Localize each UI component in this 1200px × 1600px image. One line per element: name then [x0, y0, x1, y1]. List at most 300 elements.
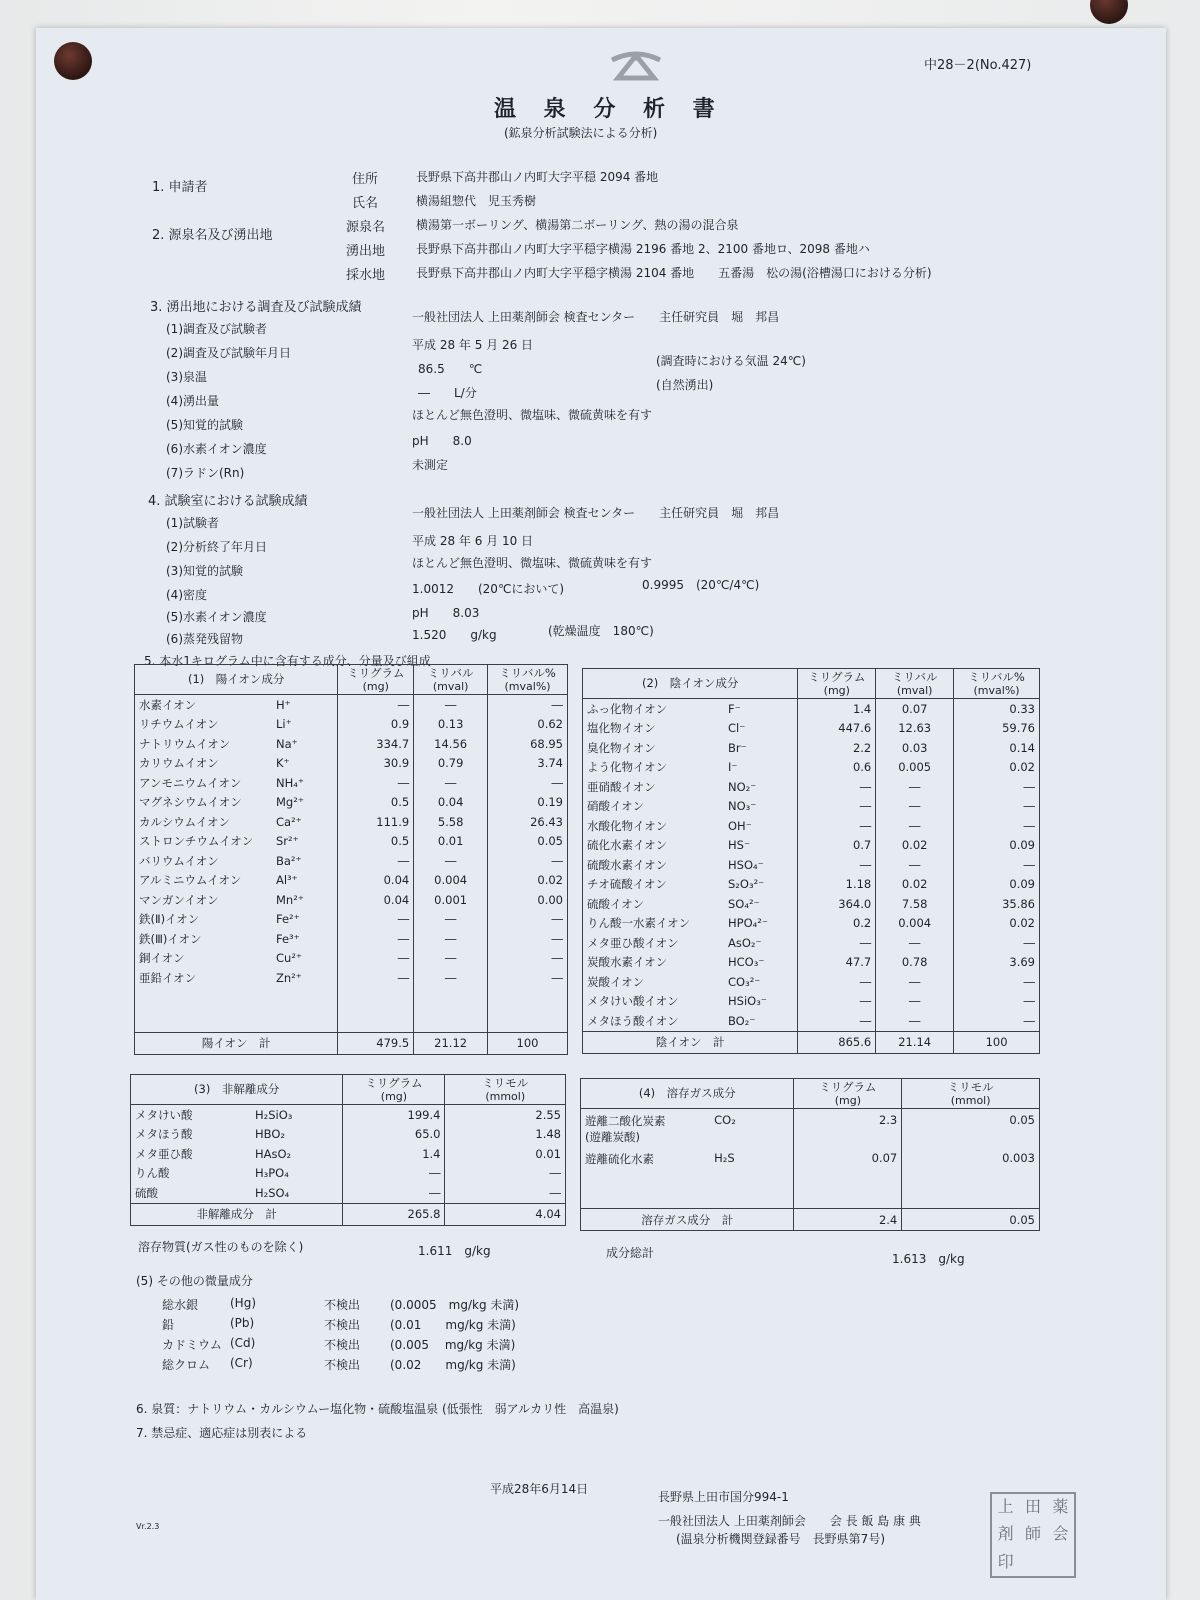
mg-value: 47.7 [798, 953, 876, 973]
ion-name: りん酸一水素イオン [583, 914, 725, 934]
gas-row-formula: H₂S [710, 1151, 794, 1209]
ion-formula: Fe³⁺ [272, 929, 338, 949]
ion-name: アルミニウムイオン [135, 871, 273, 891]
ion-name: 硝酸イオン [583, 797, 725, 817]
nondiss-total-mg: 265.8 [343, 1203, 445, 1225]
col-mval: ミリバル (mval) [876, 669, 954, 699]
gas-title: (4) 溶存ガス成分 [581, 1079, 794, 1109]
ion-name: 水素イオン [135, 695, 273, 715]
anion-total-mval: 21.14 [876, 1031, 954, 1053]
col-pct: ミリバル% (mval%) [488, 665, 568, 695]
anion-total-pct: 100 [954, 1031, 1040, 1053]
s3-label: (7)ラドン(Rn) [166, 466, 245, 480]
table-row [135, 871, 568, 891]
ion-formula: Na⁺ [272, 734, 338, 754]
mval-pct-value: ― [954, 816, 1040, 836]
anion-table [582, 668, 1040, 1054]
ion-formula: S₂O₃²⁻ [724, 875, 798, 895]
mg-value: 0.04 [338, 890, 414, 910]
mval-value: 0.79 [414, 754, 488, 774]
s4-value: pH 8.03 [412, 606, 480, 620]
ion-formula: I⁻ [724, 758, 798, 778]
ion-formula: SO₄²⁻ [724, 894, 798, 914]
table-row [583, 777, 1040, 797]
ion-formula: Ca²⁺ [272, 812, 338, 832]
ion-name: リチウムイオン [135, 715, 273, 735]
ion-formula: Al³⁺ [272, 871, 338, 891]
ion-name: 亜硝酸イオン [583, 777, 725, 797]
mg-value: 0.04 [338, 871, 414, 891]
compound-name: メタけい酸 [131, 1105, 251, 1125]
trace-name: カドミウム [162, 1338, 222, 1352]
association-logo-icon [608, 48, 664, 84]
mg-value: 0.5 [338, 832, 414, 852]
gas-row-mg: 2.3 [794, 1109, 902, 1151]
ion-name: 鉄(Ⅲ)イオン [135, 929, 273, 949]
mval-value: ― [876, 972, 954, 992]
col-mmol: ミリモル (mmol) [902, 1079, 1040, 1109]
s4-value: 1.0012 (20℃において) [412, 582, 565, 596]
col-mval: ミリバル (mval) [414, 665, 488, 695]
s3-label: (6)水素イオン濃度 [166, 442, 267, 456]
s4-label: (6)蒸発残留物 [166, 632, 243, 646]
ion-formula: HSiO₃⁻ [724, 992, 798, 1012]
mval-pct-value: ― [488, 968, 568, 988]
table-row [135, 949, 568, 969]
mval-value: ― [876, 816, 954, 836]
s3-value: ― L/分 [418, 386, 477, 400]
ion-name: 臭化物イオン [583, 738, 725, 758]
ion-formula: CO₃²⁻ [724, 972, 798, 992]
compound-name: メタ亜ひ酸 [131, 1144, 251, 1164]
gas-table [580, 1078, 1040, 1231]
s4-note: 0.9995 (20℃/4℃) [642, 578, 760, 592]
ion-name: 炭酸イオン [583, 972, 725, 992]
mmol-value: 1.48 [445, 1125, 566, 1145]
trace-limit: (0.02 mg/kg 未満) [390, 1358, 516, 1372]
gas-row-mg: 0.07 [794, 1151, 902, 1209]
total-components-value: 1.613 g/kg [892, 1252, 965, 1266]
mval-value: 0.005 [876, 758, 954, 778]
table-row [583, 699, 1040, 719]
s3-label: (1)調査及び試験者 [166, 322, 267, 336]
mval-pct-value: 0.02 [954, 914, 1040, 934]
s4-value: 平成 28 年 6 月 10 日 [412, 534, 534, 548]
mval-pct-value: 0.00 [488, 890, 568, 910]
mg-value: 364.0 [798, 894, 876, 914]
mval-value: 0.07 [876, 699, 954, 719]
dissolved-matter-value: 1.611 g/kg [418, 1244, 491, 1258]
mg-value: 2.2 [798, 738, 876, 758]
section5-heading: 5. 本水1キログラム中に含有する成分、分量及び組成 [144, 654, 431, 668]
cation-title: (1) 陽イオン成分 [135, 665, 338, 695]
table-row [135, 851, 568, 871]
mval-value: ― [414, 851, 488, 871]
ion-name: 銅イオン [135, 949, 273, 969]
ion-name: バリウムイオン [135, 851, 273, 871]
table-row [583, 1011, 1040, 1031]
s3-value: pH 8.0 [412, 434, 472, 448]
s4-label: (1)試験者 [166, 516, 219, 530]
mval-pct-value: 68.95 [488, 734, 568, 754]
trace-result: 不検出 [324, 1358, 361, 1372]
ion-formula: Li⁺ [272, 715, 338, 735]
mg-value: ― [798, 816, 876, 836]
mval-pct-value: ― [488, 773, 568, 793]
table-row [583, 836, 1040, 856]
mval-value: ― [876, 1011, 954, 1031]
section6-spring-quality: 6. 泉質：ナトリウム・カルシウムー塩化物・硫酸塩温泉 (低張性 弱アルカリ性 高温泉) [136, 1402, 619, 1416]
s4-note: (乾燥温度 180℃) [548, 624, 654, 638]
mval-pct-value: 3.74 [488, 754, 568, 774]
ion-formula: NO₃⁻ [724, 797, 798, 817]
compound-formula: H₂SO₄ [251, 1183, 343, 1203]
mval-pct-value: 0.19 [488, 793, 568, 813]
mg-value: ― [798, 992, 876, 1012]
ion-formula: AsO₂⁻ [724, 933, 798, 953]
ion-formula: Ba²⁺ [272, 851, 338, 871]
ion-formula: H⁺ [272, 695, 338, 715]
s3-note: (調査時における気温 24℃) [656, 354, 806, 368]
s4-label: (4)密度 [166, 588, 207, 602]
mval-value: ― [876, 933, 954, 953]
s3-value: 一般社団法人 上田薬剤師会 検査センター 主任研究員 堀 邦昌 [412, 310, 780, 324]
cation-total-pct: 100 [488, 1032, 568, 1054]
s3-label: (5)知覚的試験 [166, 418, 243, 432]
table-row [583, 875, 1040, 895]
ion-name: 硫化水素イオン [583, 836, 725, 856]
compound-formula: HBO₂ [251, 1125, 343, 1145]
table-row [583, 933, 1040, 953]
mg-value: 334.7 [338, 734, 414, 754]
ion-name: チオ硫酸イオン [583, 875, 725, 895]
table-row [135, 695, 568, 715]
s3-value: 未測定 [412, 458, 449, 472]
gas-total-mmol: 0.05 [902, 1209, 1040, 1231]
ion-name: 硫酸水素イオン [583, 855, 725, 875]
mg-value: 447.6 [798, 719, 876, 739]
mmol-value: 2.55 [445, 1105, 566, 1125]
mg-value: ― [798, 855, 876, 875]
table-row [583, 758, 1040, 778]
col-mmol: ミリモル (mmol) [445, 1075, 566, 1105]
cation-total-label: 陽イオン 計 [135, 1032, 338, 1054]
mg-value: 0.2 [798, 914, 876, 934]
gas-row-mmol: 0.05 [902, 1109, 1040, 1151]
ion-name: メタ亜ひ酸イオン [583, 933, 725, 953]
mval-value: ― [414, 910, 488, 930]
section1-heading: 1. 申請者 [152, 180, 208, 195]
col-mg: ミリグラム (mg) [794, 1079, 902, 1109]
mval-value: ― [876, 797, 954, 817]
s4-value: ほとんど無色澄明、微塩味、微硫黄味を有す [412, 556, 653, 570]
mval-pct-value: ― [488, 851, 568, 871]
table-row [135, 929, 568, 949]
mval-value: 0.02 [876, 875, 954, 895]
mval-pct-value: ― [488, 910, 568, 930]
ion-formula: Zn²⁺ [272, 968, 338, 988]
source-label: 源泉名 [346, 220, 386, 235]
ion-name: マンガンイオン [135, 890, 273, 910]
mg-value: ― [798, 777, 876, 797]
mval-pct-value: 0.14 [954, 738, 1040, 758]
mval-value: ― [414, 968, 488, 988]
mg-value: 30.9 [338, 754, 414, 774]
gas-total-mg: 2.4 [794, 1209, 902, 1231]
compound-formula: H₂SiO₃ [251, 1105, 343, 1125]
compound-formula: H₃PO₄ [251, 1164, 343, 1184]
ion-name: 塩化物イオン [583, 719, 725, 739]
mg-value: ― [343, 1164, 445, 1184]
mval-pct-value: ― [954, 777, 1040, 797]
s3-value: 平成 28 年 5 月 26 日 [412, 338, 534, 352]
trace-limit: (0.005 mg/kg 未満) [390, 1338, 516, 1352]
table-row [135, 910, 568, 930]
trace-limit: (0.0005 mg/kg 未満) [390, 1298, 520, 1312]
ion-formula: BO₂⁻ [724, 1011, 798, 1031]
mval-value: 0.004 [876, 914, 954, 934]
s3-label: (4)湧出量 [166, 394, 219, 408]
mval-value: 0.03 [876, 738, 954, 758]
s4-value: 一般社団法人 上田薬剤師会 検査センター 主任研究員 堀 邦昌 [412, 506, 780, 520]
section2-heading: 2. 源泉名及び湧出地 [152, 228, 273, 243]
mg-value: 1.4 [343, 1144, 445, 1164]
mg-value: ― [338, 929, 414, 949]
table-row [583, 816, 1040, 836]
ion-formula: HSO₄⁻ [724, 855, 798, 875]
analysis-sheet [36, 28, 1166, 1600]
ion-name: 亜鉛イオン [135, 968, 273, 988]
mg-value: ― [338, 968, 414, 988]
ion-name: マグネシウムイオン [135, 793, 273, 813]
cation-total-mg: 479.5 [338, 1032, 414, 1054]
mg-value: 0.7 [798, 836, 876, 856]
table-row [135, 715, 568, 735]
gas-row-mmol: 0.003 [902, 1151, 1040, 1209]
table-row [135, 773, 568, 793]
trace-name: 鉛 [162, 1318, 175, 1332]
name-label: 氏名 [352, 196, 379, 211]
mval-pct-value: ― [954, 992, 1040, 1012]
trace-symbol: (Hg) [230, 1296, 257, 1310]
ion-formula: HPO₄²⁻ [724, 914, 798, 934]
nondiss-total-mmol: 4.04 [445, 1203, 566, 1225]
mg-value: 1.4 [798, 699, 876, 719]
ion-name: よう化物イオン [583, 758, 725, 778]
section7-indications: 7. 禁忌症、適応症は別表による [136, 1426, 308, 1440]
col-pct: ミリバル% (mval%) [954, 669, 1040, 699]
mval-pct-value: ― [488, 949, 568, 969]
section4-heading: 4. 試験室における試験成績 [148, 494, 308, 509]
ion-formula: OH⁻ [724, 816, 798, 836]
table-row [583, 738, 1040, 758]
document-number: 中28－2(No.427) [924, 58, 1032, 73]
pin-top-left [54, 42, 92, 80]
trace-symbol: (Pb) [230, 1316, 255, 1330]
col-mg: ミリグラム (mg) [338, 665, 414, 695]
spring-label: 湧出地 [346, 244, 386, 259]
nondiss-title: (3) 非解離成分 [131, 1075, 343, 1105]
mg-value: ― [338, 773, 414, 793]
mg-value: ― [343, 1183, 445, 1203]
mval-value: 7.58 [876, 894, 954, 914]
cation-total-mval: 21.12 [414, 1032, 488, 1054]
s3-note: (自然湧出) [656, 378, 714, 392]
mval-pct-value: 0.02 [954, 758, 1040, 778]
ion-name: カルシウムイオン [135, 812, 273, 832]
mval-value: 0.04 [414, 793, 488, 813]
anion-title: (2) 陰イオン成分 [583, 669, 798, 699]
mval-value: ― [414, 929, 488, 949]
s3-value: ほとんど無色澄明、微塩味、微硫黄味を有す [412, 408, 653, 422]
mval-pct-value: ― [954, 797, 1040, 817]
mval-pct-value: 3.69 [954, 953, 1040, 973]
table-row [131, 1105, 566, 1125]
table-row [135, 734, 568, 754]
s3-label: (2)調査及び試験年月日 [166, 346, 291, 360]
anion-total-mg: 865.6 [798, 1031, 876, 1053]
compound-formula: HAsO₂ [251, 1144, 343, 1164]
table-row [583, 719, 1040, 739]
ion-formula: NH₄⁺ [272, 773, 338, 793]
compound-name: 硫酸 [131, 1183, 251, 1203]
table-row [135, 832, 568, 852]
trace-name: 総クロム [162, 1358, 211, 1372]
ion-formula: Mg²⁺ [272, 793, 338, 813]
ion-formula: Cu²⁺ [272, 949, 338, 969]
mmol-value: ― [445, 1164, 566, 1184]
mg-value: 0.5 [338, 793, 414, 813]
mval-pct-value: 0.09 [954, 836, 1040, 856]
mval-pct-value: 0.62 [488, 715, 568, 735]
address-label: 住所 [352, 172, 379, 187]
mg-value: 65.0 [343, 1125, 445, 1145]
table-row [135, 793, 568, 813]
mg-value: ― [798, 797, 876, 817]
table-row [135, 812, 568, 832]
trace-symbol: (Cr) [230, 1356, 253, 1370]
ion-formula: Sr²⁺ [272, 832, 338, 852]
mval-pct-value: 0.33 [954, 699, 1040, 719]
mval-value: 0.02 [876, 836, 954, 856]
mval-pct-value: ― [954, 1011, 1040, 1031]
ion-formula: F⁻ [724, 699, 798, 719]
s4-value: 1.520 g/kg [412, 628, 497, 642]
s4-label: (2)分析終了年月日 [166, 540, 267, 554]
source-name: 横湯第一ボーリング、横湯第二ボーリング、熱の湯の混合泉 [416, 218, 739, 232]
total-components-label: 成分総計 [606, 1246, 655, 1260]
mval-value: 0.13 [414, 715, 488, 735]
mval-value: 12.63 [876, 719, 954, 739]
table-row [131, 1183, 566, 1203]
mg-value: 111.9 [338, 812, 414, 832]
mval-value: 0.004 [414, 871, 488, 891]
mval-pct-value: 35.86 [954, 894, 1040, 914]
table-row [135, 968, 568, 988]
compound-name: メタほう酸 [131, 1125, 251, 1145]
ion-name: ストロンチウムイオン [135, 832, 273, 852]
s3-value: 86.5 ℃ [418, 362, 483, 376]
table-row [583, 992, 1040, 1012]
ion-name: メタけい酸イオン [583, 992, 725, 1012]
applicant-name: 横湯組惣代 児玉秀樹 [416, 194, 537, 208]
mval-value: ― [414, 695, 488, 715]
mval-value: 5.58 [414, 812, 488, 832]
trace-result: 不検出 [324, 1318, 361, 1332]
ion-name: ふっ化物イオン [583, 699, 725, 719]
mval-pct-value: ― [954, 972, 1040, 992]
table-row [583, 953, 1040, 973]
mg-value: ― [338, 949, 414, 969]
ion-formula: HS⁻ [724, 836, 798, 856]
mval-value: 0.78 [876, 953, 954, 973]
mval-value: ― [414, 773, 488, 793]
spring-location: 長野県下高井郡山ノ内町大字平穏字横湯 2196 番地 2、2100 番地ロ、2098 番地ハ [416, 242, 870, 256]
trace-symbol: (Cd) [230, 1336, 256, 1350]
mval-value: ― [876, 855, 954, 875]
gas-total-label: 溶存ガス成分 計 [581, 1209, 794, 1231]
table-row [131, 1144, 566, 1164]
cation-table [134, 664, 568, 1055]
gas-row-name: 遊離二酸化炭素 (遊離炭酸) [581, 1109, 711, 1151]
table-row [583, 894, 1040, 914]
issuer-address: 長野県上田市国分994-1 [658, 1490, 789, 1504]
mval-value: 0.001 [414, 890, 488, 910]
table-row [583, 972, 1040, 992]
table-row [135, 754, 568, 774]
compound-name: りん酸 [131, 1164, 251, 1184]
ion-formula: HCO₃⁻ [724, 953, 798, 973]
ion-name: ナトリウムイオン [135, 734, 273, 754]
mg-value: 1.18 [798, 875, 876, 895]
nondiss-total-label: 非解離成分 計 [131, 1203, 343, 1225]
table-row [135, 890, 568, 910]
ion-name: 鉄(Ⅱ)イオン [135, 910, 273, 930]
mval-value: ― [876, 777, 954, 797]
document-title: 温 泉 分 析 書 [494, 97, 725, 122]
mval-pct-value: ― [954, 855, 1040, 875]
ion-formula: Mn²⁺ [272, 890, 338, 910]
ion-name: メタほう酸イオン [583, 1011, 725, 1031]
mg-value: ― [798, 933, 876, 953]
mg-value: 0.9 [338, 715, 414, 735]
nondiss-table [130, 1074, 566, 1226]
version-mark: Vr.2.3 [136, 1522, 160, 1531]
table-row [131, 1164, 566, 1184]
table-row [583, 914, 1040, 934]
table-row [131, 1125, 566, 1145]
ion-formula: NO₂⁻ [724, 777, 798, 797]
mval-value: 0.01 [414, 832, 488, 852]
mmol-value: 0.01 [445, 1144, 566, 1164]
mg-value: ― [338, 910, 414, 930]
dissolved-matter-label: 溶存物質(ガス性のものを除く) [138, 1240, 304, 1254]
anion-total-label: 陰イオン 計 [583, 1031, 798, 1053]
official-seal: 上 田 薬 剤 師 会 印 [990, 1492, 1076, 1578]
s4-label: (3)知覚的試験 [166, 564, 243, 578]
issuer-organization: 一般社団法人 上田薬剤師会 会 長 飯 島 康 典 [658, 1514, 921, 1528]
ion-name: 水酸化物イオン [583, 816, 725, 836]
ion-name: アンモニウムイオン [135, 773, 273, 793]
document-subtitle: (鉱泉分析試験法による分析) [504, 126, 658, 140]
trace-limit: (0.01 mg/kg 未満) [390, 1318, 516, 1332]
s3-label: (3)泉温 [166, 370, 207, 384]
trace-heading: (5) その他の微量成分 [136, 1274, 253, 1288]
mg-value: 0.6 [798, 758, 876, 778]
mg-value: ― [798, 1011, 876, 1031]
issue-date: 平成28年6月14日 [490, 1482, 589, 1496]
mval-value: ― [876, 992, 954, 1012]
